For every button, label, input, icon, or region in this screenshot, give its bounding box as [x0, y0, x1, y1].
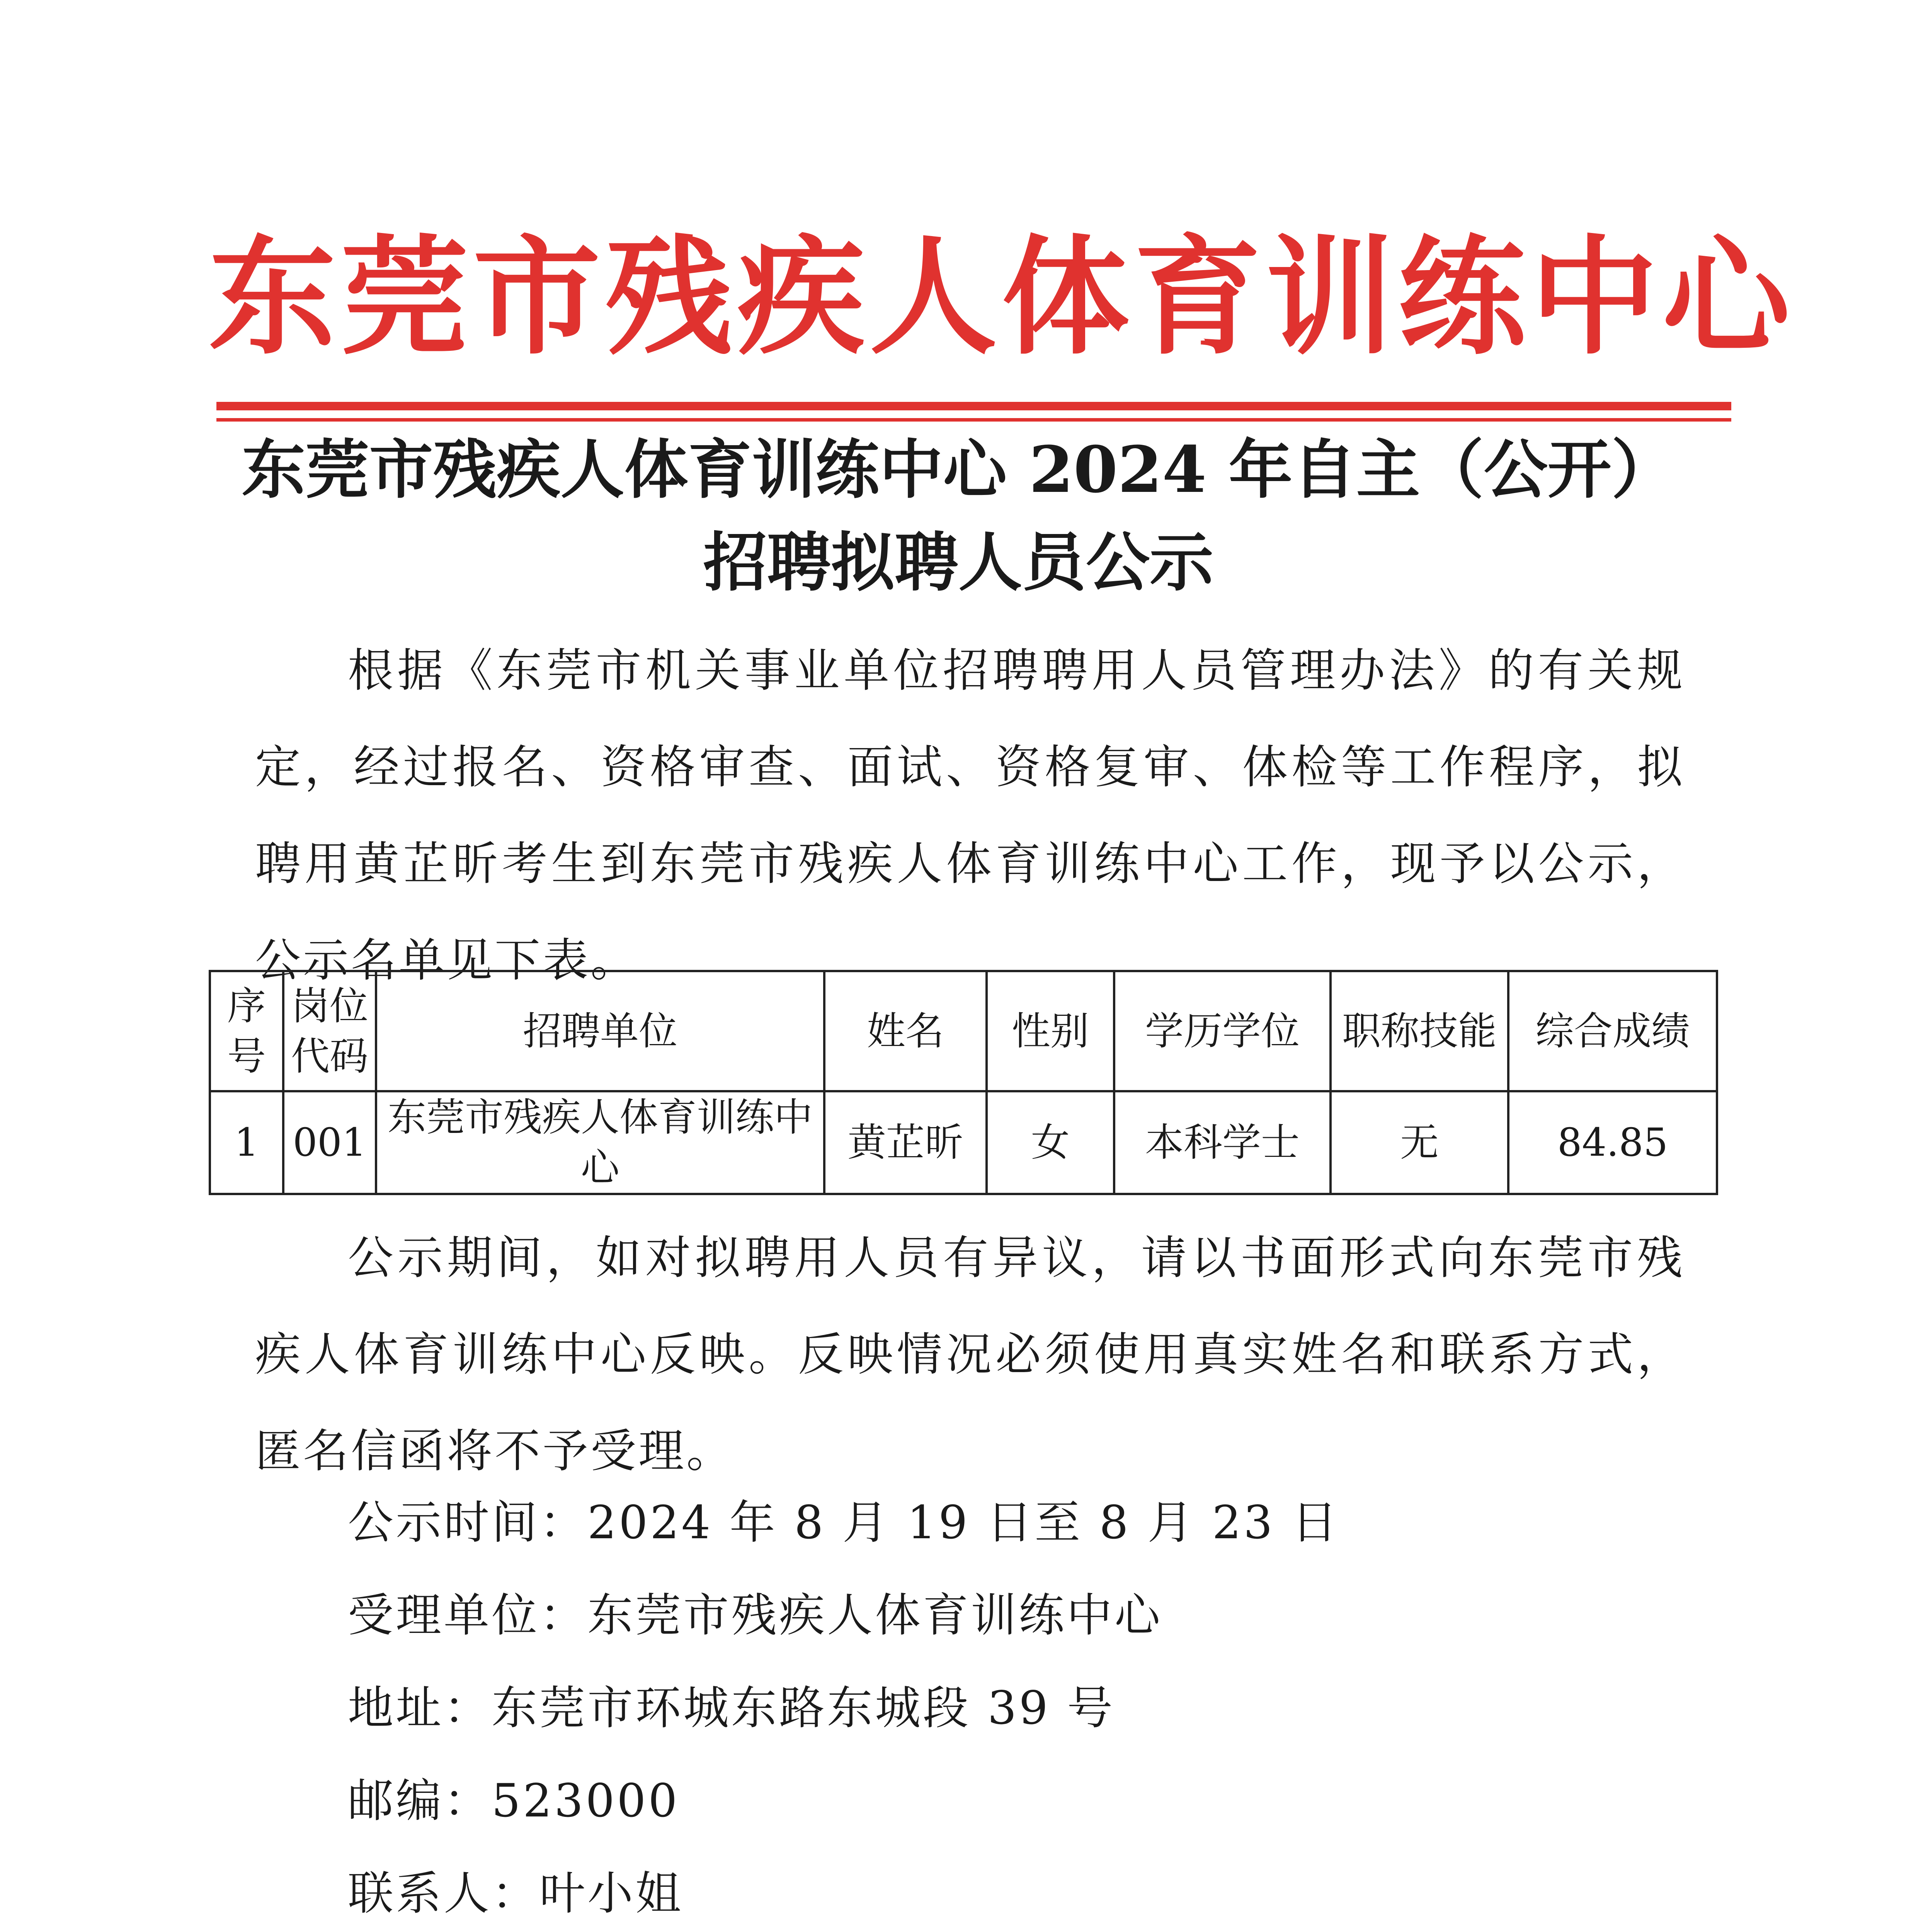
header-cell: 招聘单位	[376, 971, 824, 1091]
document-title-line1: 东莞市残疾人体育训练中心 2024 年自主（公开）	[242, 432, 1675, 507]
table-cell: 001	[283, 1091, 376, 1194]
candidate-table	[209, 970, 1718, 1195]
postcode: 邮编：523000	[348, 1774, 680, 1827]
address: 地址：东莞市环城东路东城段 39 号	[348, 1681, 1115, 1735]
letterhead-title: 东莞市残疾人体育训练中心	[209, 223, 1795, 372]
receiving-unit: 受理单位：东莞市残疾人体育训练中心	[348, 1588, 1163, 1642]
objection-paragraph: 公示期间，如对拟聘用人员有异议，请以书面形式向东莞市残疾人体育训练中心反映。反映情况必须使用真实姓名和联系方式，匿名信函将不予受理。	[255, 1231, 1685, 1478]
document-title-line2: 招聘拟聘人员公示	[703, 525, 1213, 600]
notice-period: 公示时间：2024 年 8 月 19 日至 8 月 23 日	[348, 1496, 1340, 1549]
table-cell: 黄芷昕	[824, 1091, 987, 1194]
table-cell: 东莞市残疾人体育训练中心	[376, 1091, 824, 1194]
table-cell: 1	[210, 1091, 283, 1194]
table-cell: 女	[987, 1091, 1114, 1194]
table-cell: 本科学士	[1114, 1091, 1331, 1194]
header-cell: 综合成绩	[1508, 971, 1717, 1091]
header-cell: 姓名	[824, 971, 987, 1091]
header-cell: 职称技能	[1331, 971, 1508, 1091]
table-row	[210, 1091, 1717, 1194]
header-cell: 序号	[210, 971, 283, 1091]
letterhead-rule-thin	[216, 418, 1731, 422]
table-header-row	[210, 971, 1717, 1091]
letterhead-rule-thick	[216, 402, 1731, 410]
header-cell: 岗位代码	[283, 971, 376, 1091]
contact-person: 联系人：叶小姐	[348, 1867, 684, 1920]
header-cell: 性别	[987, 971, 1114, 1091]
header-cell: 学历学位	[1114, 971, 1331, 1091]
table-cell: 无	[1331, 1091, 1508, 1194]
intro-paragraph: 根据《东莞市机关事业单位招聘聘用人员管理办法》的有关规定，经过报名、资格审查、面试、资格复审、体检等工作程序，拟聘用黄芷昕考生到东莞市残疾人体育训练中心工作，现予以公示，公示名单见下表。	[255, 644, 1685, 987]
table-cell: 84.85	[1508, 1091, 1717, 1194]
